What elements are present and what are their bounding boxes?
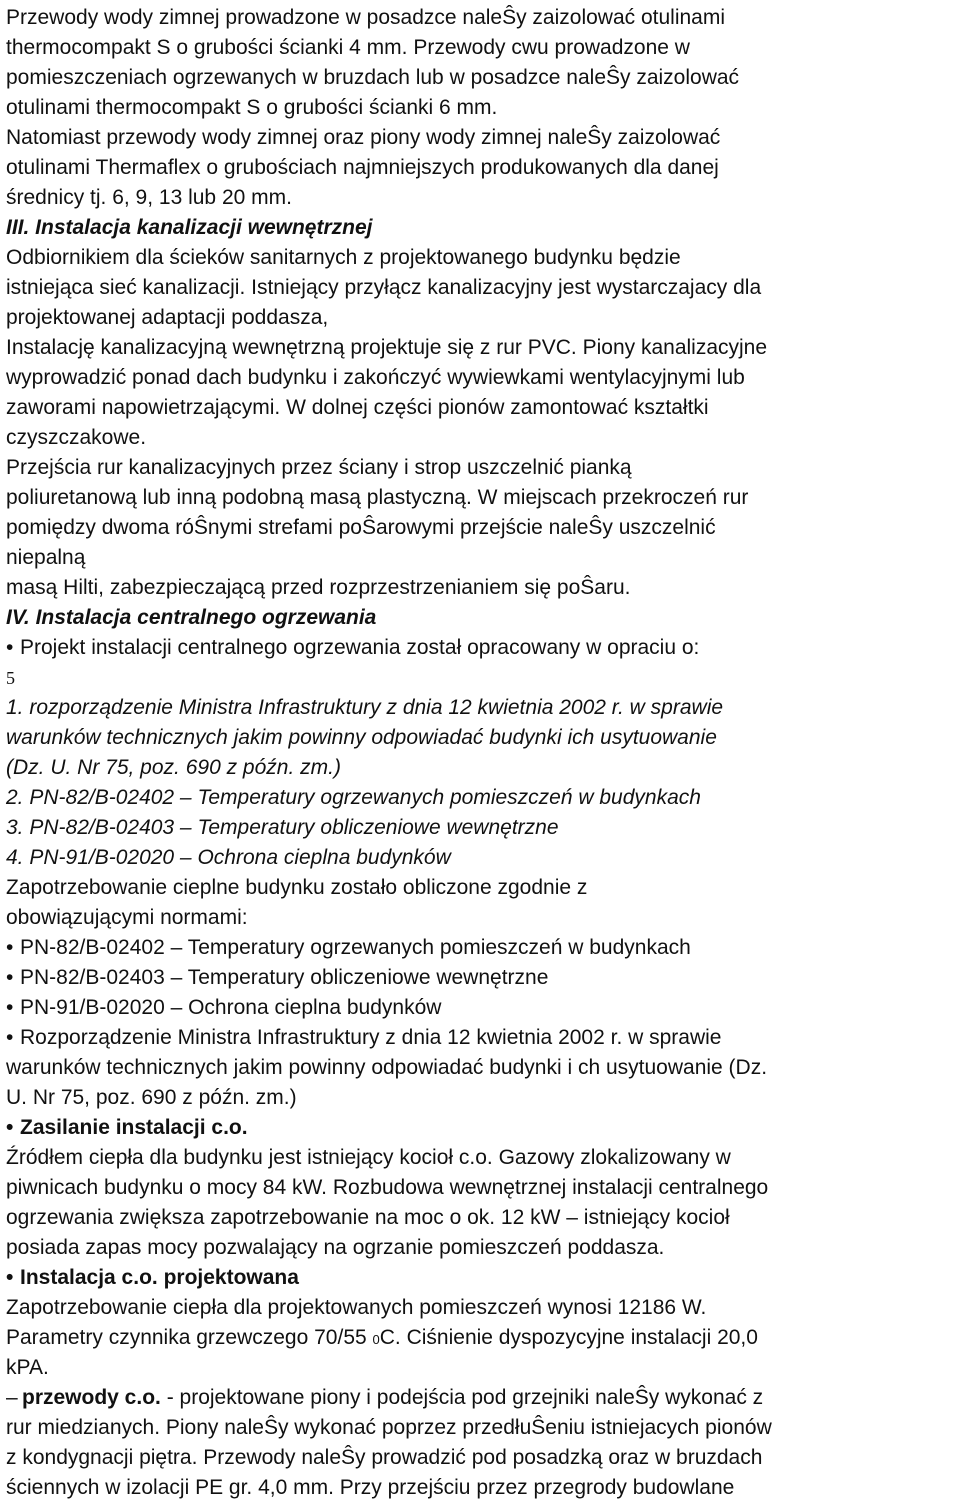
section-heading-kanalizacja: III. Instalacja kanalizacji wewnętrznej <box>6 216 373 239</box>
italic-line: warunków technicznych jakim powinny odpowiadać budynki ich usytuowanie <box>6 726 717 749</box>
bullet-heading-zasilanie <box>6 1113 956 1143</box>
bullet-text: PN-91/B-02020 – Ochrona cieplna budynków <box>20 996 442 1019</box>
bullet-line <box>6 933 956 963</box>
text-line: Zapotrzebowanie cieplne budynku zostało obliczone zgodnie z <box>6 876 588 899</box>
text-line: obowiązującymi normami: <box>6 906 248 929</box>
bullet-text: PN-82/B-02402 – Temperatury ogrzewanych pomieszczeń w budynkach <box>20 936 691 959</box>
text-line: warunków technicznych jakim powinny odpowiadać budynki i ch usytuowanie (Dz. <box>6 1056 768 1079</box>
text-line: pomieszczeniach ogrzewanych w bruzdach lub w posadzce naleŜy zaizolować <box>6 66 740 89</box>
bullet-icon <box>6 933 20 963</box>
text-line: Przejścia rur kanalizacyjnych przez ściany i strop uszczelnić pianką <box>6 456 632 479</box>
parameters-text-b: C. Ciśnienie dyspozycyjne instalacji 20,0 <box>379 1326 758 1349</box>
text-line: Zapotrzebowanie ciepła dla projektowanych pomieszczeń wynosi 12186 W. <box>6 1296 707 1319</box>
bullet-icon <box>6 1113 20 1143</box>
dash-text: - projektowane piony i podejścia pod grzejniki naleŜy wykonać z <box>160 1386 764 1409</box>
parameters-text-a: Parametry czynnika grzewczego 70/55 <box>6 1326 373 1349</box>
bullet-text: Projekt instalacji centralnego ogrzewania został opracowany w opraciu o: <box>20 636 700 659</box>
italic-line: (Dz. U. Nr 75, poz. 690 z późn. zm.) <box>6 756 341 779</box>
text-line: średnicy tj. 6, 9, 13 lub 20 mm. <box>6 186 292 209</box>
dash-line <box>6 1383 956 1413</box>
bullet-line <box>6 633 956 663</box>
text-line: istniejąca sieć kanalizacji. Istniejący przyłącz kanalizacyjny jest wystarczajacy dla <box>6 276 762 299</box>
stray-number: 5 <box>6 668 15 688</box>
text-line: czyszczakowe. <box>6 426 147 449</box>
text-line: ogrzewania zwiększa zapotrzebowanie na moc o ok. 12 kW – istniejący kocioł <box>6 1206 730 1229</box>
italic-line: 1. rozporządzenie Ministra Infrastruktury z dnia 12 kwietnia 2002 r. w sprawie <box>6 696 724 719</box>
bullet-icon <box>6 1263 20 1293</box>
text-line: z kondygnacji piętra. Przewody naleŜy prowadzić pod posadzką oraz w bruzdach <box>6 1446 763 1469</box>
bullet-icon <box>6 1023 20 1053</box>
section-heading-co: IV. Instalacja centralnego ogrzewania <box>6 606 377 629</box>
text-line: Przewody wody zimnej prowadzone w posadzce naleŜy zaizolować otulinami <box>6 6 726 29</box>
text-line: posiada zapas mocy pozwalający na ogrzanie pomieszczeń poddasza. <box>6 1236 665 1259</box>
text-line: poliuretanową lub inną podobną masą plastyczną. W miejscach przekroczeń rur <box>6 486 749 509</box>
text-line: Natomiast przewody wody zimnej oraz piony wody zimnej naleŜy zaizolować <box>6 126 721 149</box>
text-line: Źródłem ciepła dla budynku jest istniejący kocioł c.o. Gazowy zlokalizowany w <box>6 1146 731 1169</box>
bullet-text: Rozporządzenie Ministra Infrastruktury z dnia 12 kwietnia 2002 r. w sprawie <box>20 1026 722 1049</box>
bullet-line <box>6 963 956 993</box>
bullet-text: Instalacja c.o. projektowana <box>20 1266 299 1289</box>
bullet-icon <box>6 993 20 1023</box>
text-line: Instalację kanalizacyjną wewnętrzną projektuje się z rur PVC. Piony kanalizacyjne <box>6 336 768 359</box>
text-line: rur miedzianych. Piony naleŜy wykonać poprzez przedłuŜeniu istniejacych pionów <box>6 1416 772 1439</box>
parameters-line <box>6 1323 956 1353</box>
text-line: otulinami thermocompakt S o grubości ścianki 6 mm. <box>6 96 498 119</box>
bullet-icon <box>6 963 20 993</box>
bullet-text: Zasilanie instalacji c.o. <box>20 1116 248 1139</box>
bold-lead: przewody c.o. <box>22 1386 161 1409</box>
degree-mark: 0 <box>372 1332 380 1347</box>
bullet-line <box>6 1023 956 1053</box>
text-line: thermocompakt S o grubości ścianki 4 mm. Przewody cwu prowadzone w <box>6 36 690 59</box>
bullet-line <box>6 993 956 1023</box>
bullet-text: PN-82/B-02403 – Temperatury obliczeniowe wewnętrzne <box>20 966 549 989</box>
text-line: niepalną <box>6 546 86 569</box>
text-line: zaworami napowietrzającymi. W dolnej części pionów zamontować kształtki <box>6 396 709 419</box>
text-line: projektowanej adaptacji poddasza, <box>6 306 329 329</box>
italic-line: 4. PN-91/B-02020 – Ochrona cieplna budynków <box>6 846 451 869</box>
text-line: wyprowadzić ponad dach budynku i zakończyć wywiewkami wentylacyjnymi lub <box>6 366 745 389</box>
dash-icon <box>6 1383 22 1413</box>
italic-line: 2. PN-82/B-02402 – Temperatury ogrzewanych pomieszczeń w budynkach <box>6 786 701 809</box>
bullet-heading-projektowana <box>6 1263 956 1293</box>
text-line: otulinami Thermaflex o grubościach najmniejszych produkowanych dla danej <box>6 156 719 179</box>
text-line: kPA. <box>6 1356 49 1379</box>
text-line: Odbiornikiem dla ścieków sanitarnych z projektowanego budynku będzie <box>6 246 681 269</box>
bullet-icon <box>6 633 20 663</box>
text-line: pomiędzy dwoma róŜnymi strefami poŜarowymi przejście naleŜy uszczelnić <box>6 516 716 539</box>
text-line: ściennych w izolacji PE gr. 4,0 mm. Przy przejściu przez przegrody budowlane <box>6 1476 735 1499</box>
text-line: piwnicach budynku o mocy 84 kW. Rozbudowa wewnętrznej instalacji centralnego <box>6 1176 769 1199</box>
italic-line: 3. PN-82/B-02403 – Temperatury obliczeniowe wewnętrzne <box>6 816 559 839</box>
text-line: masą Hilti, zabezpieczającą przed rozprzestrzenianiem się poŜaru. <box>6 576 631 599</box>
text-line: U. Nr 75, poz. 690 z późn. zm.) <box>6 1086 297 1109</box>
